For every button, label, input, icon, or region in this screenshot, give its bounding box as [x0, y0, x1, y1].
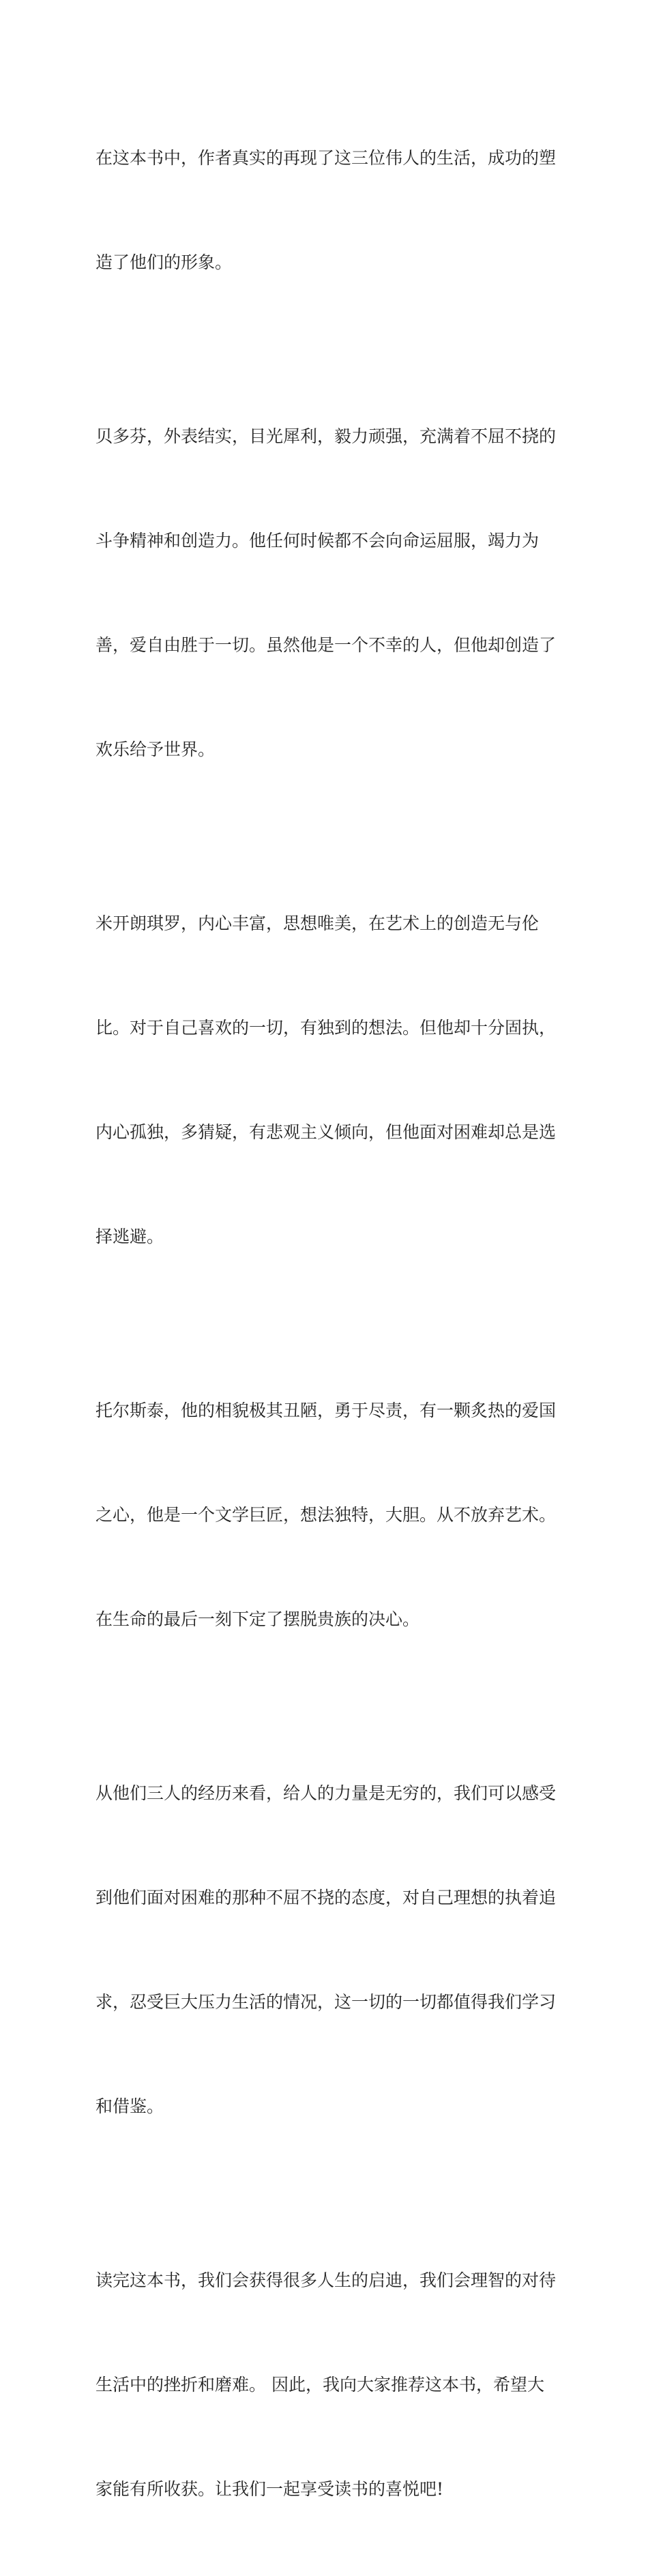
paragraph-line: 内心孤独，多猜疑，有悲观主义倾向，但他面对困难却总是选 [95, 1122, 557, 1142]
paragraph-line: 在生命的最后一刻下定了摆脱贵族的决心。 [95, 1609, 420, 1629]
paragraph-line: 择逃避。 [95, 1227, 164, 1246]
paragraph-michelangelo [95, 836, 559, 1323]
paragraph-conclusion [95, 2193, 559, 2576]
paragraph-line: 善，爱自由胜于一切。虽然他是一个不幸的人，但他却创造了 [95, 635, 557, 655]
paragraph-reflection [95, 1706, 559, 2193]
paragraph-line: 比。对于自己喜欢的一切，有独到的想法。但他却十分固执， [95, 1018, 557, 1038]
paragraph-line: 求，忍受巨大压力生活的情况，这一切的一切都值得我们学习 [95, 1992, 557, 2012]
paragraph-line: 家能有所收获。让我们一起享受读书的喜悦吧! [95, 2479, 444, 2499]
paragraph-line: 斗争精神和创造力。他任何时候都不会向命运屈服，竭力为 [95, 531, 540, 551]
document-body [95, 71, 559, 2576]
paragraph-line: 托尔斯泰，他的相貌极其丑陋，勇于尽责，有一颗炙热的爱国 [95, 1401, 557, 1420]
paragraph-line: 造了他们的形象。 [95, 252, 233, 272]
paragraph-intro [95, 71, 559, 349]
paragraph-line: 在这本书中，作者真实的再现了这三位伟人的生活，成功的塑 [95, 148, 557, 168]
paragraph-line: 贝多芬，外表结实，目光犀利，毅力顽强，充满着不屈不挠的 [95, 426, 557, 446]
paragraph-line: 欢乐给予世界。 [95, 740, 216, 759]
paragraph-beethoven [95, 349, 559, 836]
paragraph-line: 之心，他是一个文学巨匠，想法独特，大胆。从不放弃艺术。 [95, 1505, 557, 1525]
paragraph-tolstoy [95, 1323, 559, 1706]
paragraph-line: 到他们面对困难的那种不屈不挠的态度，对自己理想的执着追 [95, 1888, 557, 1907]
paragraph-line: 从他们三人的经历来看，给人的力量是无穷的，我们可以感受 [95, 1783, 557, 1803]
paragraph-line: 和借鉴。 [95, 2096, 164, 2116]
paragraph-line: 读完这本书，我们会获得很多人生的启迪，我们会理智的对待 [95, 2270, 557, 2290]
paragraph-line: 生活中的挫折和磨难。 因此，我向大家推荐这本书，希望大 [95, 2375, 544, 2395]
paragraph-line: 米开朗琪罗，内心丰富，思想唯美，在艺术上的创造无与伦 [95, 913, 540, 933]
